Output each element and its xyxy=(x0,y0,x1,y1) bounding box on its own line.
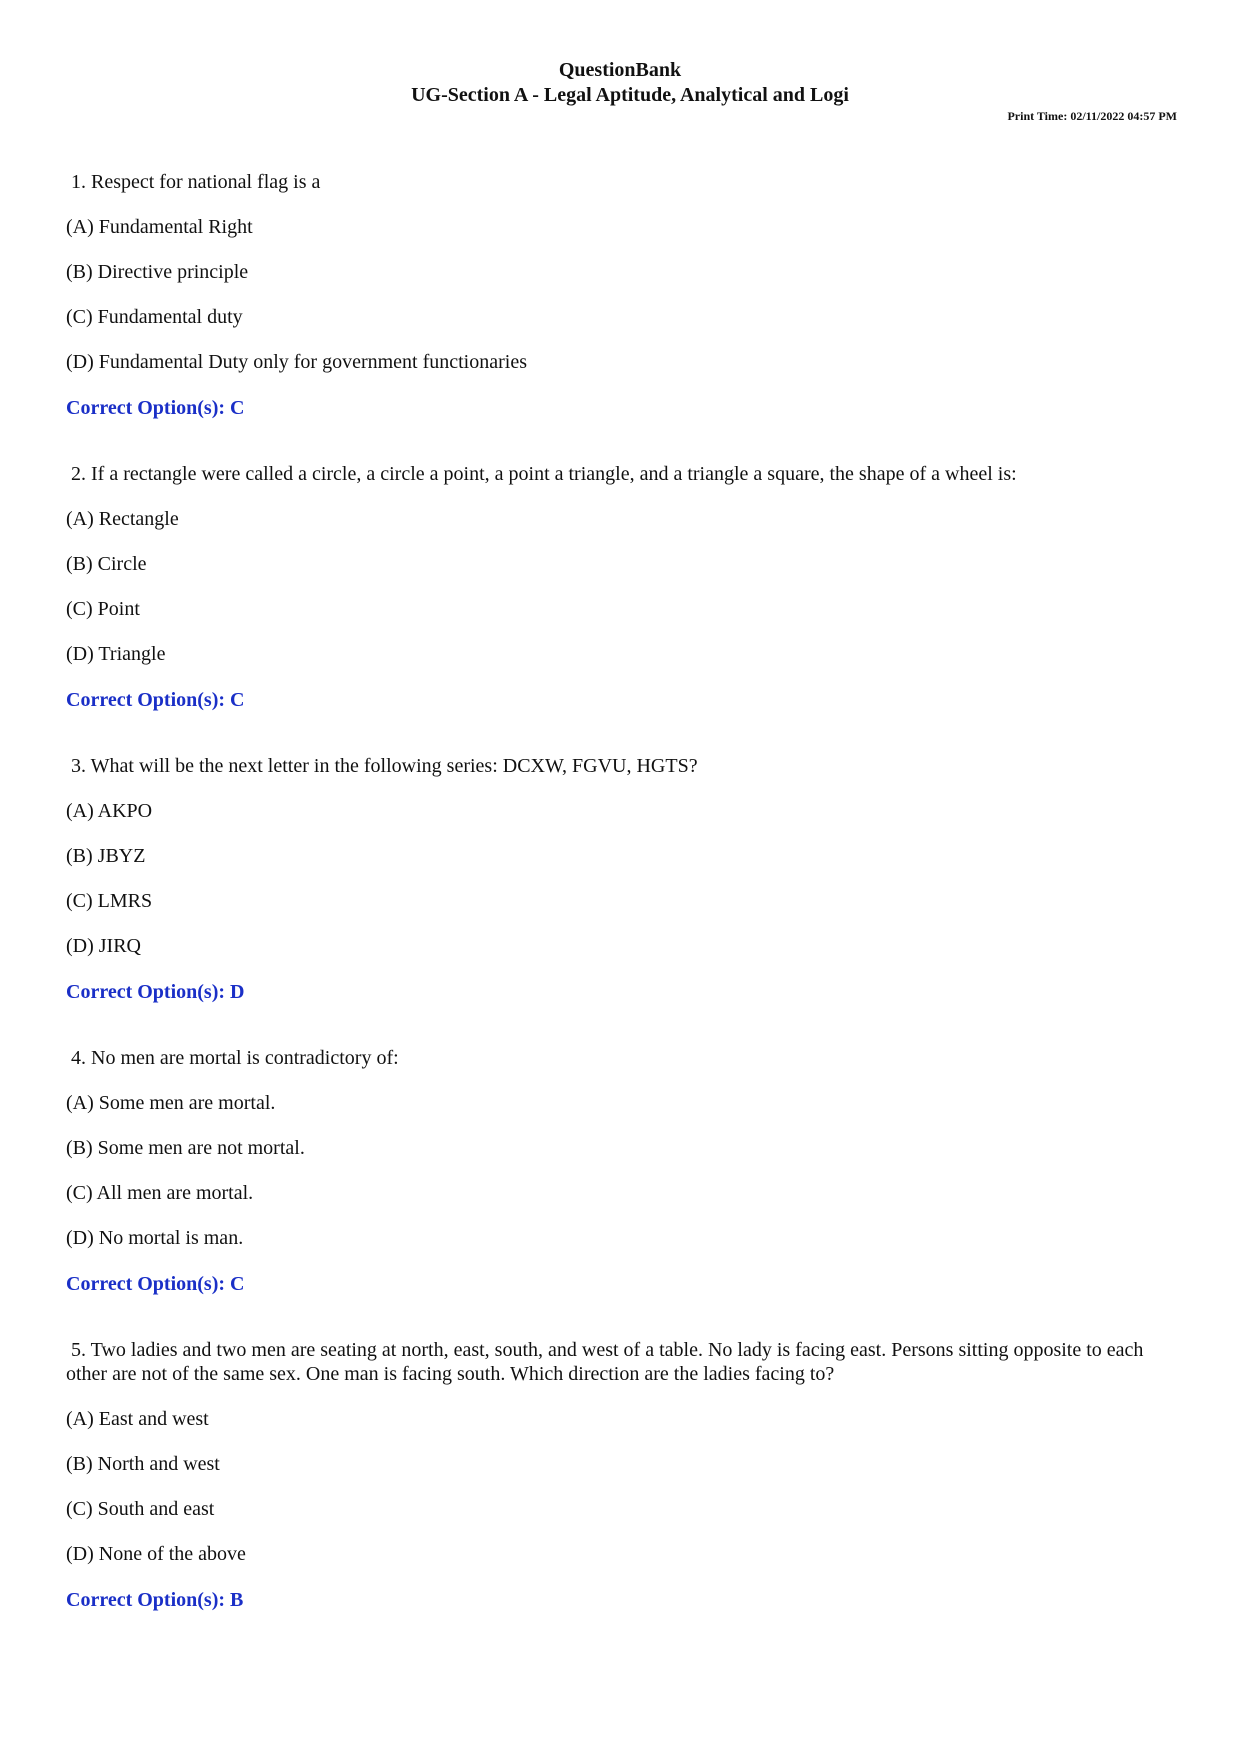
option-b: (B) JBYZ xyxy=(66,845,146,867)
option-c: (C) LMRS xyxy=(66,890,153,912)
option-d: (D) Triangle xyxy=(66,643,166,665)
correct-option: Correct Option(s): C xyxy=(66,1273,245,1295)
option-b: (B) North and west xyxy=(66,1453,220,1475)
option-a: (A) Rectangle xyxy=(66,508,179,530)
question-2 xyxy=(66,462,1176,712)
option-b: (B) Directive principle xyxy=(66,261,249,283)
correct-option: Correct Option(s): B xyxy=(66,1589,244,1611)
question-text: 5. Two ladies and two men are seating at north, east, south, and west of a table. No lady is facing east. Persons sitting opposite to each other are not of the same sex. One man is facing south. Which direction are the ladies facing to? xyxy=(66,1339,1144,1385)
question-text: 4. No men are mortal is contradictory of: xyxy=(71,1047,399,1069)
option-b: (B) Some men are not mortal. xyxy=(66,1137,305,1159)
option-d: (D) Fundamental Duty only for government functionaries xyxy=(66,351,527,373)
question-text: 3. What will be the next letter in the following series: DCXW, FGVU, HGTS? xyxy=(71,755,698,777)
option-d: (D) JIRQ xyxy=(66,935,141,957)
option-c: (C) South and east xyxy=(66,1498,215,1520)
print-time: Print Time: 02/11/2022 04:57 PM xyxy=(1007,109,1177,123)
option-d: (D) No mortal is man. xyxy=(66,1227,244,1249)
question-5 xyxy=(66,1338,1176,1612)
option-c: (C) Point xyxy=(66,598,140,620)
document-title: QuestionBank xyxy=(558,59,682,81)
correct-option: Correct Option(s): C xyxy=(66,397,245,419)
option-d: (D) None of the above xyxy=(66,1543,246,1565)
option-b: (B) Circle xyxy=(66,553,147,575)
option-a: (A) Some men are mortal. xyxy=(66,1092,276,1114)
question-4 xyxy=(66,1046,1176,1296)
question-1 xyxy=(66,170,1176,420)
document-header xyxy=(0,58,1240,108)
option-a: (A) East and west xyxy=(66,1408,209,1430)
option-c: (C) All men are mortal. xyxy=(66,1182,254,1204)
question-text: 2. If a rectangle were called a circle, a circle a point, a point a triangle, and a triangle a square, the shape of a wheel is: xyxy=(71,463,1017,485)
correct-option: Correct Option(s): D xyxy=(66,981,245,1003)
option-a: (A) AKPO xyxy=(66,800,153,822)
question-list xyxy=(66,170,1176,1612)
option-c: (C) Fundamental duty xyxy=(66,306,243,328)
section-title: UG-Section A - Legal Aptitude, Analytical and Logi xyxy=(411,84,849,106)
option-a: (A) Fundamental Right xyxy=(66,216,253,238)
question-text: 1. Respect for national flag is a xyxy=(71,171,321,193)
question-3 xyxy=(66,754,1176,1004)
correct-option: Correct Option(s): C xyxy=(66,689,245,711)
